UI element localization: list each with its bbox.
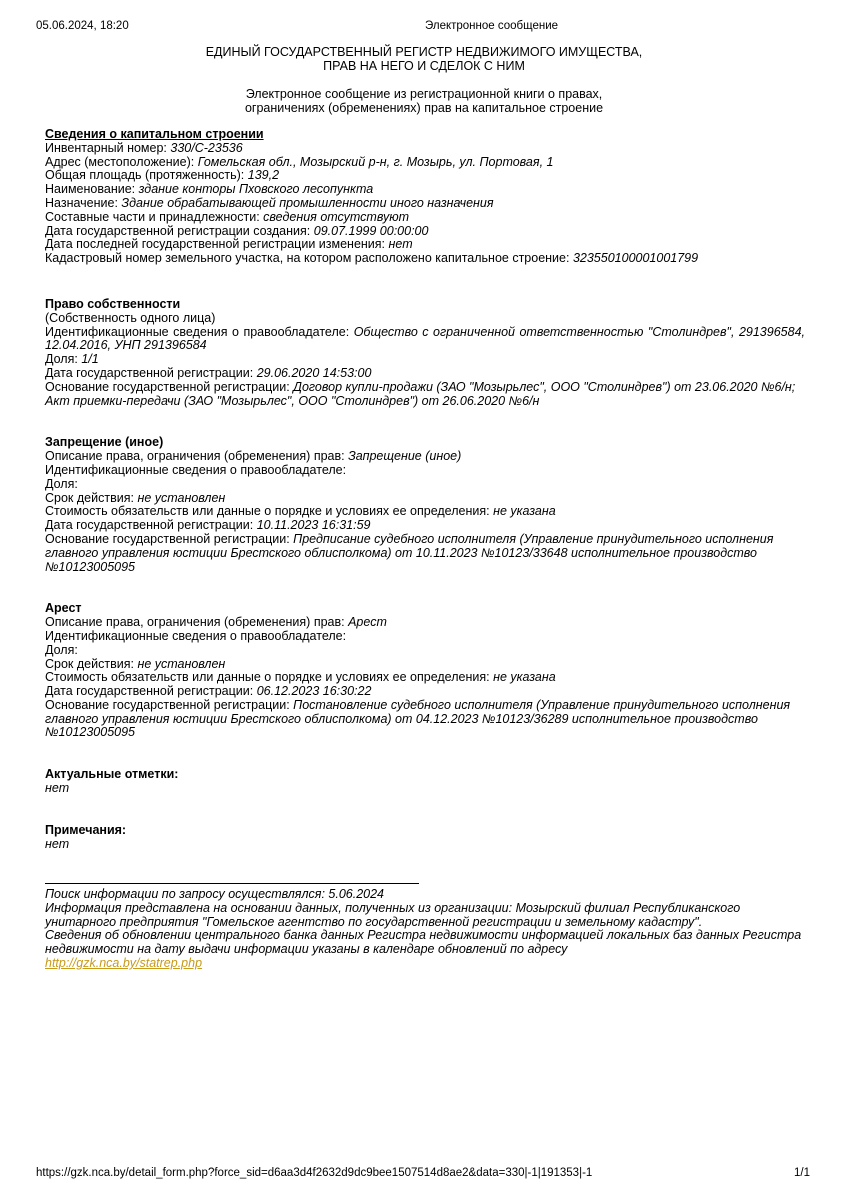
arrest-term-label: Срок действия: bbox=[45, 656, 134, 671]
owner-reg-date-value: 29.06.2020 14:53:00 bbox=[256, 365, 372, 380]
arrest-share-label: Доля: bbox=[45, 642, 78, 657]
footnote-update-info: Сведения об обновлении центрального банка данных Регистра недвижимости информацией локальных баз данных Регистра недвижимости на дату выдачи информации указаны в календаре обновлений по адресу bbox=[45, 928, 802, 957]
name-row bbox=[45, 183, 805, 197]
changed-row bbox=[45, 238, 805, 252]
prohibition-basis-value: Предписание судебного исполнителя (Управление принудительного исполнения главного управления юстиции Брестского облисполкома) от 10.11.2023 №10123/33648 исполнительное производство №10123005095 bbox=[45, 531, 774, 574]
prohibition-share-label: Доля: bbox=[45, 476, 78, 491]
prohibition-term-row bbox=[45, 492, 805, 506]
purpose-value: Здание обрабатывающей промышленности иного назначения bbox=[121, 195, 494, 210]
prohibition-section bbox=[45, 436, 805, 574]
prohibition-desc-label: Описание права, ограничения (обременения) прав: bbox=[45, 449, 345, 464]
arrest-basis-value: Постановление судебного исполнителя (Управление принудительного исполнения главного управления юстиции Брестского облисполкома) от 04.12.2023 №10123/36289 исполнительное производство №10123005095 bbox=[45, 697, 791, 740]
arrest-cost-label: Стоимость обязательств или данные о порядке и условиях ее определения: bbox=[45, 670, 490, 685]
inventory-value: 330/С-23536 bbox=[170, 140, 243, 155]
title-line-2: ПРАВ НА НЕГО И СДЕЛОК С НИМ bbox=[323, 59, 525, 73]
document-subtitle bbox=[0, 87, 848, 115]
changed-label: Дата последней государственной регистрации изменения: bbox=[45, 237, 386, 252]
prohibition-basis-label: Основание государственной регистрации: bbox=[45, 531, 290, 546]
footnote-source-info: Информация представлена на основании данных, полученных из организации: Мозырский филиал Республиканского унитарного предприятия "Гомельское агентство по государственной регистрации и земельному кадастру". bbox=[45, 900, 741, 929]
inventory-row bbox=[45, 142, 805, 156]
arrest-desc-row bbox=[45, 616, 805, 630]
owner-holder-row bbox=[45, 326, 805, 354]
statrep-link[interactable]: http://gzk.nca.by/statrep.php bbox=[45, 955, 203, 970]
address-row bbox=[45, 156, 805, 170]
prohibition-reg-date-value: 10.11.2023 16:31:59 bbox=[256, 518, 371, 533]
print-page-number: 1/1 bbox=[794, 1167, 810, 1179]
arrest-holder-label: Идентификационные сведения о правообладателе: bbox=[45, 628, 347, 643]
prohibition-cost-value: не указана bbox=[493, 504, 556, 519]
prohibition-desc-row bbox=[45, 450, 805, 464]
notes-value: нет bbox=[45, 836, 70, 851]
document-title bbox=[0, 45, 848, 73]
prohibition-holder-label: Идентификационные сведения о правообладателе: bbox=[45, 462, 347, 477]
owner-share-value: 1/1 bbox=[81, 352, 99, 367]
name-label: Наименование: bbox=[45, 182, 136, 197]
owner-basis-row bbox=[45, 381, 805, 409]
marks-heading: Актуальные отметки: bbox=[45, 767, 179, 782]
name-value: здание конторы Пховского лесопункта bbox=[138, 182, 374, 197]
building-section bbox=[45, 128, 805, 266]
purpose-row bbox=[45, 197, 805, 211]
prohibition-heading: Запрещение (иное) bbox=[45, 435, 164, 450]
arrest-section bbox=[45, 602, 805, 740]
prohibition-term-label: Срок действия: bbox=[45, 490, 134, 505]
owner-holder-value: Общество с ограниченной ответственностью "Столиндрев", 291396584, 12.04.2016, УНП 291396584 bbox=[45, 324, 805, 353]
print-url: https://gzk.nca.by/detail_form.php?force_sid=d6aa3d4f2632d9dc9bee1507514d8ae2&data=330|-1|191353|-1 bbox=[36, 1167, 593, 1179]
arrest-basis-row bbox=[45, 699, 805, 740]
created-label: Дата государственной регистрации создания: bbox=[45, 223, 311, 238]
address-label: Адрес (местоположение): bbox=[45, 154, 195, 169]
prohibition-desc-value: Запрещение (иное) bbox=[348, 449, 462, 464]
prohibition-basis-row bbox=[45, 533, 805, 574]
changed-value: нет bbox=[388, 237, 413, 252]
cadastral-row bbox=[45, 252, 805, 266]
building-heading: Сведения о капитальном строении bbox=[45, 127, 264, 141]
owner-reg-date-row bbox=[45, 367, 805, 381]
ownership-heading: Право собственности bbox=[45, 296, 181, 311]
print-datetime: 05.06.2024, 18:20 bbox=[36, 20, 129, 32]
parts-value: сведения отсутствуют bbox=[263, 209, 410, 224]
owner-share-row bbox=[45, 353, 805, 367]
owner-holder-label: Идентификационные сведения о правообладателе: bbox=[45, 324, 350, 339]
arrest-desc-value: Арест bbox=[348, 615, 387, 630]
print-doc-title: Электронное сообщение bbox=[424, 20, 559, 32]
marks-section bbox=[45, 768, 805, 796]
arrest-term-row bbox=[45, 658, 805, 672]
arrest-heading: Арест bbox=[45, 601, 82, 616]
subtitle-line-2: ограничениях (обременениях) прав на капитальное строение bbox=[244, 101, 604, 115]
parts-label: Составные части и принадлежности: bbox=[45, 209, 260, 224]
arrest-basis-label: Основание государственной регистрации: bbox=[45, 697, 290, 712]
marks-value: нет bbox=[45, 781, 70, 796]
created-value: 09.07.1999 00:00:00 bbox=[313, 223, 429, 238]
arrest-cost-row bbox=[45, 671, 805, 685]
prohibition-term-value: не установлен bbox=[137, 490, 226, 505]
footnote-search-info: Поиск информации по запросу осуществлялся: 5.06.2024 bbox=[45, 887, 385, 901]
inventory-label: Инвентарный номер: bbox=[45, 140, 167, 155]
arrest-reg-date-value: 06.12.2023 16:30:22 bbox=[256, 684, 372, 699]
purpose-label: Назначение: bbox=[45, 195, 118, 210]
created-row bbox=[45, 225, 805, 239]
prohibition-reg-date-label: Дата государственной регистрации: bbox=[45, 518, 254, 533]
prohibition-cost-row bbox=[45, 505, 805, 519]
arrest-cost-value: не указана bbox=[493, 670, 556, 685]
subtitle-line-1: Электронное сообщение из регистрационной книги о правах, bbox=[245, 87, 603, 101]
area-label: Общая площадь (протяженность): bbox=[45, 168, 245, 183]
notes-section bbox=[45, 824, 805, 852]
owner-share-label: Доля: bbox=[45, 352, 78, 367]
owner-basis-value: Договор купли-продажи (ЗАО "Мозырьлес", ООО "Столиндрев") от 23.06.2020 №6/н; Акт приемки-передачи (ЗАО "Мозырьлес", ООО "Столиндрев") от 26.06.2020 №6/н bbox=[45, 379, 796, 408]
cadastral-label: Кадастровый номер земельного участка, на котором расположено капитальное строение: bbox=[45, 251, 570, 266]
notes-heading: Примечания: bbox=[45, 822, 127, 837]
area-row bbox=[45, 169, 805, 183]
address-value: Гомельская обл., Мозырский р-н, г. Мозырь, ул. Портовая, 1 bbox=[197, 154, 554, 169]
arrest-reg-date-row bbox=[45, 685, 805, 699]
arrest-reg-date-label: Дата государственной регистрации: bbox=[45, 684, 254, 699]
title-line-1: ЕДИНЫЙ ГОСУДАРСТВЕННЫЙ РЕГИСТР НЕДВИЖИМОГО ИМУЩЕСТВА, bbox=[205, 45, 643, 59]
ownership-section bbox=[45, 298, 805, 408]
arrest-desc-label: Описание права, ограничения (обременения) прав: bbox=[45, 615, 345, 630]
area-value: 139,2 bbox=[247, 168, 280, 183]
parts-row bbox=[45, 211, 805, 225]
document-body bbox=[45, 128, 805, 851]
cadastral-value: 323550100001001799 bbox=[572, 251, 699, 266]
prohibition-reg-date-row bbox=[45, 519, 805, 533]
arrest-term-value: не установлен bbox=[137, 656, 226, 671]
ownership-type: (Собственность одного лица) bbox=[45, 310, 216, 325]
prohibition-cost-label: Стоимость обязательств или данные о порядке и условиях ее определения: bbox=[45, 504, 490, 519]
owner-basis-label: Основание государственной регистрации: bbox=[45, 379, 290, 394]
owner-reg-date-label: Дата государственной регистрации: bbox=[45, 365, 254, 380]
footnote-block bbox=[45, 883, 805, 971]
footnote-divider bbox=[45, 883, 419, 884]
